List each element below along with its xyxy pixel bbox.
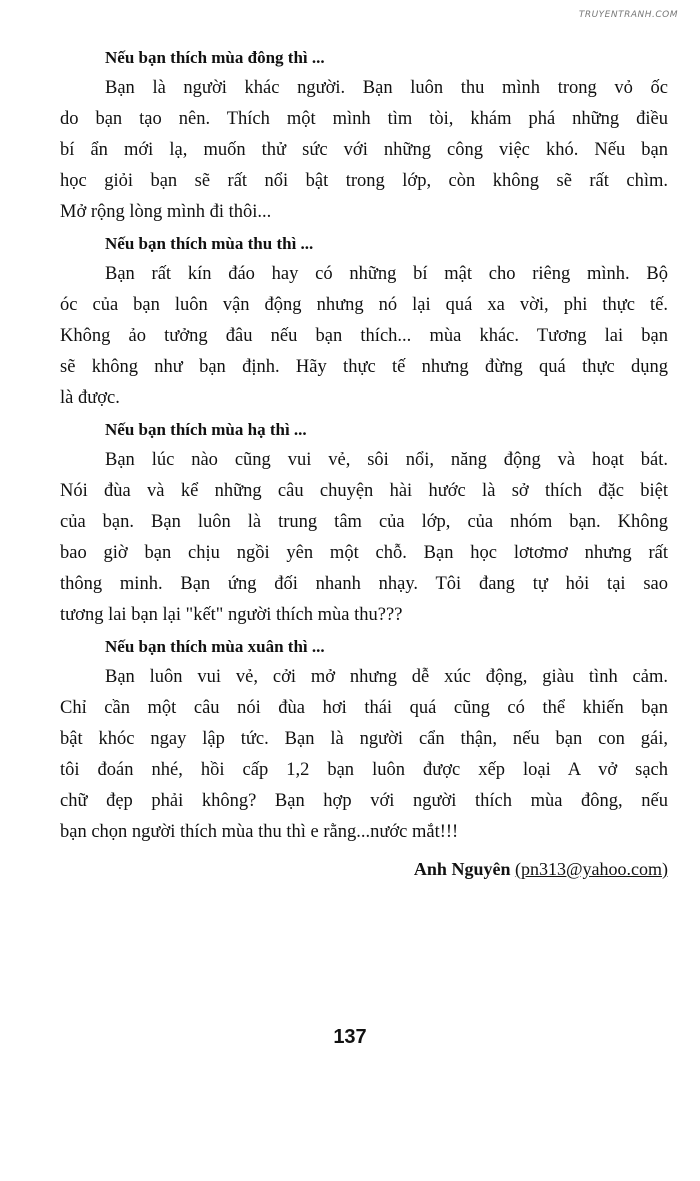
paragraph-line: Bạn luôn vui vẻ, cởi mở nhưng dễ xúc động, giàu tình cảm. [105,667,668,687]
paragraph-line: óc của bạn luôn vận động nhưng nó lại quá xa vời, phi thực tế. [60,295,668,315]
paragraph-line: bao giờ bạn chịu ngồi yên một chỗ. Bạn học lơtơmơ nhưng rất [60,543,668,563]
author-name: Anh Nguyên [413,859,511,879]
author-signature [60,854,668,885]
paragraph-line: là được. [60,388,120,408]
paragraph-line: tôi đoán nhé, hồi cấp 1,2 bạn luôn được xếp loại A vở sạch [60,760,668,780]
paragraph-line: sẽ không như bạn định. Hãy thực tế nhưng đừng quá thực dụng [60,357,668,377]
paragraph-line: bật khóc ngay lập tức. Bạn là người cẩn thận, nếu bạn con gái, [60,729,668,749]
paragraph-line: tương lai bạn lại "kết" người thích mùa thu??? [60,605,403,625]
paragraph-line: do bạn tạo nên. Thích một mình tìm tòi, khám phá những điều [60,109,668,129]
paragraph-line: Bạn là người khác người. Bạn luôn thu mình trong vỏ ốc [105,78,668,98]
paragraph-line: Bạn rất kín đáo hay có những bí mật cho riêng mình. Bộ [105,264,668,284]
paragraph-line: thông minh. Bạn ứng đối nhanh nhạy. Tôi đang tự hỏi tại sao [60,574,668,594]
paragraph-line: Không ảo tưởng đâu nếu bạn thích... mùa khác. Tương lai bạn [60,326,668,346]
author-email: (pn313@yahoo.com) [514,859,668,879]
section-heading: Nếu bạn thích mùa hạ thì ... [105,420,307,439]
paragraph-line: Bạn lúc nào cũng vui vẻ, sôi nổi, năng động và hoạt bát. [105,450,668,470]
paragraph-line: của bạn. Bạn luôn là trung tâm của lớp, của nhóm bạn. Không [60,512,668,532]
paragraph-line: bạn chọn người thích mùa thu thì e rằng...nước mắt!!! [60,822,459,842]
paragraph-line: Chỉ cần một câu nói đùa hơi thái quá cũng có thể khiến bạn [60,698,668,718]
section-heading: Nếu bạn thích mùa đông thì ... [105,48,325,67]
article-body [60,42,668,848]
paragraph-line: chữ đẹp phải không? Bạn hợp với người thích mùa đông, nếu [60,791,668,811]
paragraph-line: bí ẩn mới lạ, muốn thử sức với những công việc khó. Nếu bạn [60,140,668,160]
page-flow [60,42,668,885]
page-number: 137 [333,1026,367,1048]
paragraph-line: Nói đùa và kể những câu chuyện hài hước là sở thích đặc biệt [60,481,668,501]
watermark: TRUYENTRANH.COM [578,10,678,20]
section-heading: Nếu bạn thích mùa xuân thì ... [105,637,325,656]
section-heading: Nếu bạn thích mùa thu thì ... [105,234,314,253]
paragraph-line: Mở rộng lòng mình đi thôi... [60,202,272,222]
paragraph-line: học giỏi bạn sẽ rất nổi bật trong lớp, còn không sẽ rất chìm. [60,171,668,191]
